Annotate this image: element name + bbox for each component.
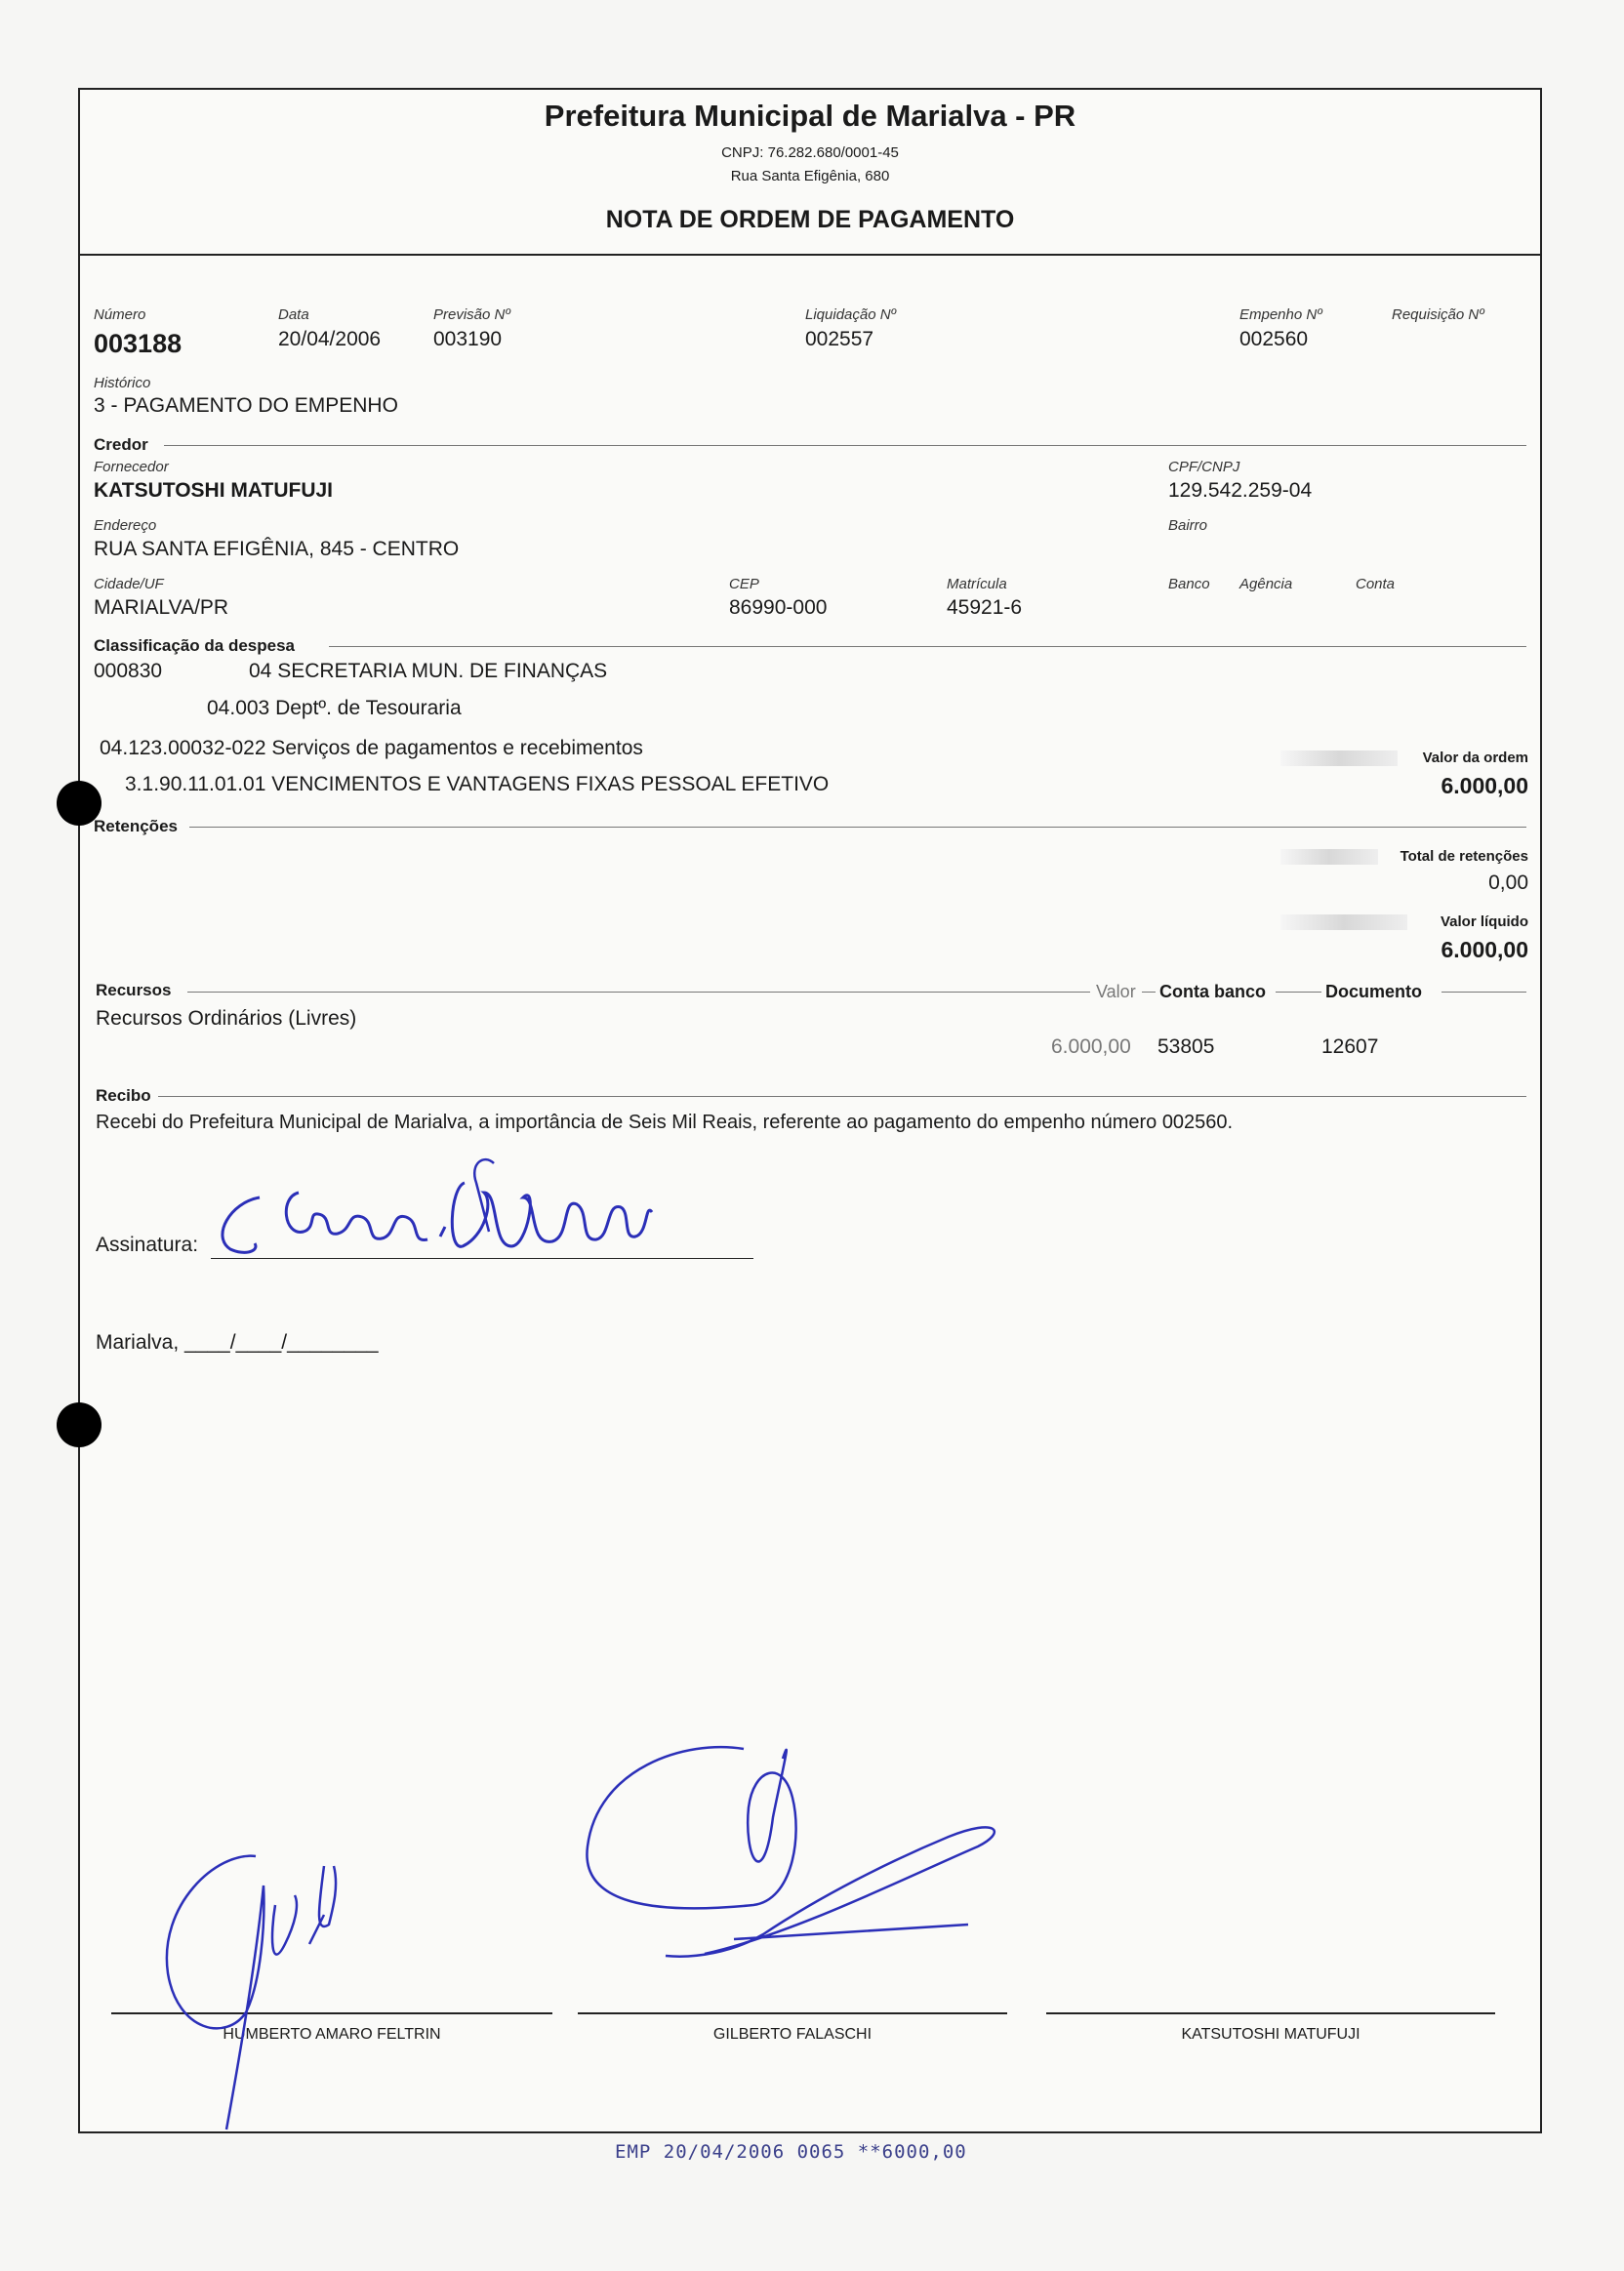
classificacao-orgao: 04 SECRETARIA MUN. DE FINANÇAS — [249, 660, 608, 682]
recursos-divider — [187, 992, 1168, 993]
liquidacao-label: Liquidação Nº — [805, 306, 897, 323]
banco-label: Banco — [1168, 576, 1210, 592]
local-date-line: Marialva, ____/____/________ — [96, 1331, 379, 1354]
valor-ordem-value: 6.000,00 — [1441, 773, 1528, 798]
recibo-text: Recebi do Prefeitura Municipal de Marialva, a importância de Seis Mil Reais, referente ao pagamento do empenho número 002560. — [96, 1112, 1234, 1133]
valor-ordem-label: Valor da ordem — [1422, 750, 1528, 766]
previsao-label: Previsão Nº — [433, 306, 510, 323]
recursos-section-title: Recursos — [96, 981, 172, 999]
payment-order-document — [78, 88, 1542, 2133]
classificacao-code: 000830 — [94, 660, 163, 682]
classificacao-unidade: 04.003 Deptº. de Tesouraria — [207, 697, 462, 719]
matricula-label: Matrícula — [947, 576, 1007, 592]
requisicao-label: Requisição Nº — [1392, 306, 1484, 323]
signatory-2-signature — [539, 1729, 1085, 1964]
liquidacao-value: 002557 — [805, 328, 874, 350]
total-retencoes-shade — [1280, 849, 1378, 865]
credor-section-title: Credor — [94, 435, 148, 454]
signatory-2-name: GILBERTO FALASCHI — [712, 2026, 873, 2043]
cep-value: 86990-000 — [729, 596, 828, 619]
header-divider — [80, 254, 1540, 256]
conta-label: Conta — [1356, 576, 1396, 592]
total-retencoes-label: Total de retenções — [1400, 848, 1528, 865]
numero-label: Número — [94, 306, 146, 323]
documento-value: 12607 — [1321, 1035, 1379, 1058]
fornecedor-label: Fornecedor — [94, 459, 169, 475]
empenho-label: Empenho Nº — [1239, 306, 1322, 323]
numero-value: 003188 — [94, 329, 183, 358]
fornecedor-value: KATSUTOSHI MATUFUJI — [94, 479, 333, 502]
signature-line-2 — [578, 2012, 1007, 2014]
historico-label: Histórico — [94, 375, 151, 391]
retencoes-divider — [189, 827, 1526, 828]
data-value: 20/04/2006 — [278, 328, 382, 350]
valor-liquido-value: 6.000,00 — [1441, 937, 1528, 962]
valor-liquido-label: Valor líquido — [1440, 913, 1528, 930]
cidade-value: MARIALVA/PR — [94, 596, 229, 619]
classificacao-programa: 04.123.00032-022 Serviços de pagamentos e recebimentos — [100, 737, 643, 759]
previsao-value: 003190 — [433, 328, 503, 350]
historico-value: 3 - PAGAMENTO DO EMPENHO — [94, 394, 398, 417]
recursos-descricao: Recursos Ordinários (Livres) — [96, 1007, 357, 1030]
credor-divider — [164, 445, 1526, 446]
valor-ordem-shade — [1280, 750, 1398, 766]
valor-liquido-shade — [1280, 914, 1407, 930]
cep-label: CEP — [729, 576, 759, 592]
assinatura-label: Assinatura: — [96, 1234, 199, 1256]
cpf-label: CPF/CNPJ — [1168, 459, 1240, 475]
conta-banco-label: Conta banco — [1156, 982, 1270, 1002]
data-label: Data — [278, 306, 309, 323]
municipality-title: Prefeitura Municipal de Marialva - PR — [544, 99, 1076, 133]
cidade-label: Cidade/UF — [94, 576, 164, 592]
bank-stamp: EMP 20/04/2006 0065 **6000,00 — [615, 2141, 967, 2163]
recibo-divider — [158, 1096, 1526, 1097]
recibo-signature — [201, 1144, 787, 1271]
empenho-value: 002560 — [1239, 328, 1309, 350]
classificacao-divider — [329, 646, 1526, 647]
classificacao-elemento: 3.1.90.11.01.01 VENCIMENTOS E VANTAGENS FIXAS PESSOAL EFETIVO — [125, 773, 830, 795]
total-retencoes-value: 0,00 — [1488, 872, 1528, 894]
signatory-3-name: KATSUTOSHI MATUFUJI — [1181, 2026, 1360, 2043]
endereco-value: RUA SANTA EFIGÊNIA, 845 - CENTRO — [94, 538, 460, 560]
cpf-value: 129.542.259-04 — [1168, 479, 1313, 502]
retencoes-section-title: Retenções — [94, 817, 178, 835]
bairro-label: Bairro — [1168, 517, 1208, 534]
punch-hole-bottom — [57, 1402, 102, 1447]
classificacao-section-title: Classificação da despesa — [94, 636, 296, 655]
signature-line-3 — [1046, 2012, 1495, 2014]
recibo-section-title: Recibo — [96, 1086, 151, 1105]
matricula-value: 45921-6 — [947, 596, 1023, 619]
recursos-valor: 6.000,00 — [1051, 1035, 1131, 1058]
recursos-divider-3 — [1441, 992, 1526, 993]
endereco-label: Endereço — [94, 517, 157, 534]
agencia-label: Agência — [1239, 576, 1293, 592]
documento-label: Documento — [1321, 982, 1426, 1002]
signatory-1-signature — [139, 1846, 392, 2139]
municipality-address: Rua Santa Efigênia, 680 — [730, 168, 890, 184]
municipality-cnpj: CNPJ: 76.282.680/0001-45 — [721, 144, 899, 161]
recursos-valor-label: Valor — [1090, 982, 1142, 1002]
punch-hole-top — [57, 781, 102, 826]
document-title: NOTA DE ORDEM DE PAGAMENTO — [605, 206, 1015, 233]
signatory-1-name: HUMBERTO AMARO FELTRIN — [223, 2026, 441, 2043]
conta-banco-value: 53805 — [1157, 1035, 1215, 1058]
